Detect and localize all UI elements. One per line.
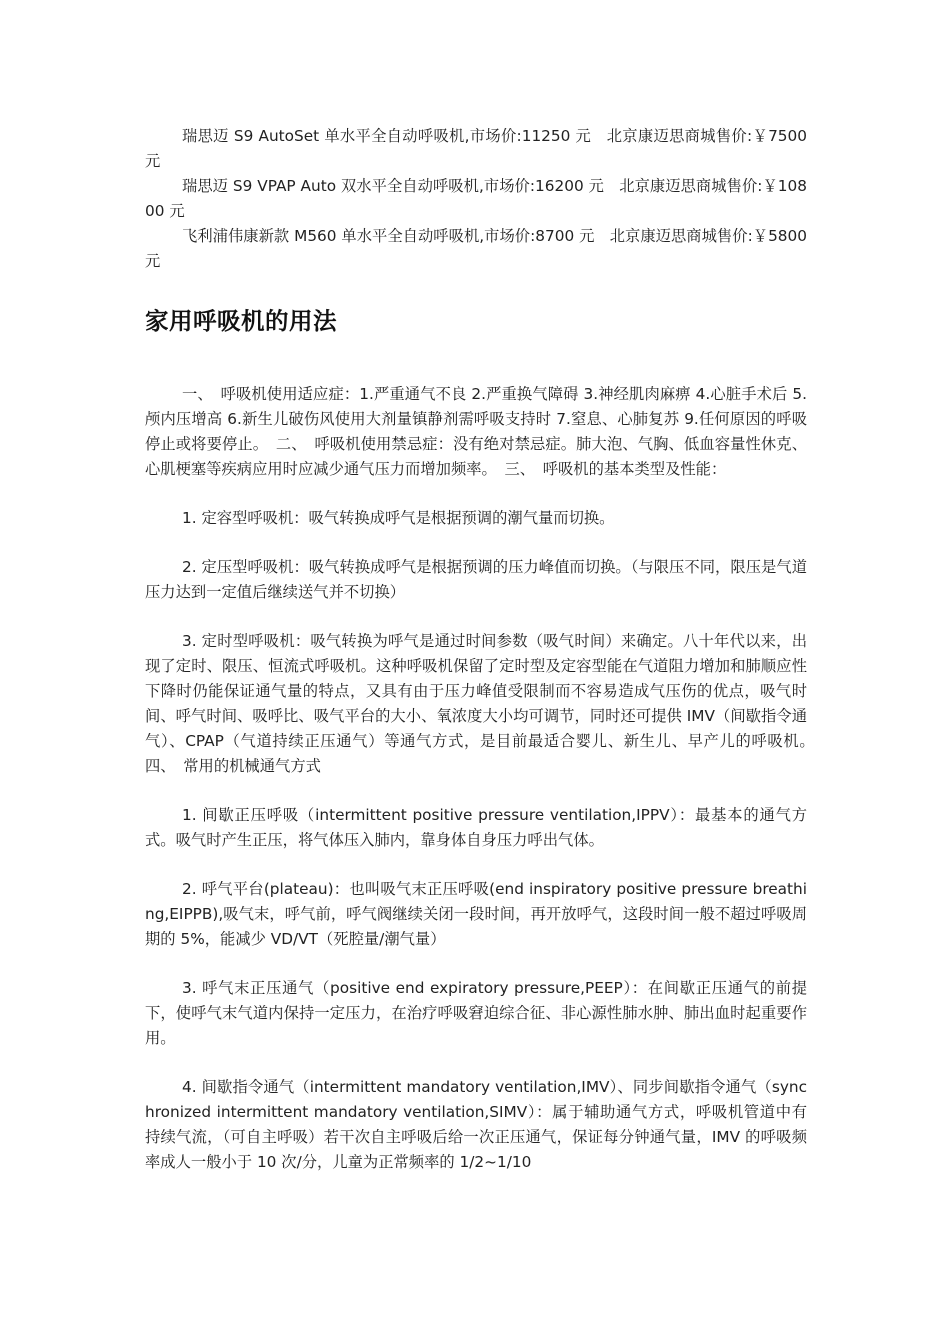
paragraph-peep: 3. 呼气末正压通气（positive end expiratory pressure,PEEP）：在间歇正压通气的前提下，使呼气末气道内保持一定压力，在治疗呼吸窘迫综合征、非心源性肺水肿、肺出血时起重要作用。 (145, 979, 807, 1047)
heading-wrap (145, 304, 807, 338)
article-body (145, 382, 823, 1175)
paragraph-volume-type: 1. 定容型呼吸机：吸气转换成呼气是根据预调的潮气量而切换。 (182, 509, 615, 527)
price-item: 瑞思迈 S9 VPAP Auto 双水平全自动呼吸机,市场价:16200 元 北京康迈思商城售价:￥10800 元 (145, 177, 807, 220)
section-heading: 家用呼吸机的用法 (145, 307, 337, 335)
paragraph-imv: 4. 间歇指令通气（intermittent mandatory ventilation,IMV）、同步间歇指令通气（synchronized intermittent mandatory ventilation,SIMV）：属于辅助通气方式，呼吸机管道中有持续气流，（可自主呼吸）若干次自主呼吸后给一次正压通气，保证每分钟通气量，IMV 的呼吸频率成人一般小于 10 次/分，儿童为正常频率的 1/2~1/10 (145, 1078, 807, 1171)
paragraph-pressure-type: 2. 定压型呼吸机：吸气转换成呼气是根据预调的压力峰值而切换。（与限压不同，限压是气道压力达到一定值后继续送气并不切换） (145, 558, 807, 601)
paragraph-indications: 一、 呼吸机使用适应症：1.严重通气不良 2.严重换气障碍 3.神经肌肉麻痹 4.心脏手术后 5.颅内压增高 6.新生儿破伤风使用大剂量镇静剂需呼吸支持时 7.窒息、心肺复苏 9.任何原因的呼吸停止或将要停止。 二、 呼吸机使用禁忌症：没有绝对禁忌症。肺大泡、气胸、低血容量性休克、心肌梗塞等疾病应用时应减少通气压力而增加频率。 三、 呼吸机的基本类型及性能： (145, 385, 807, 478)
price-list (145, 124, 807, 274)
price-item: 瑞思迈 S9 AutoSet 单水平全自动呼吸机,市场价:11250 元 北京康迈思商城售价:￥7500 元 (145, 127, 807, 170)
paragraph-plateau: 2. 呼气平台(plateau)：也叫吸气末正压呼吸(end inspiratory positive pressure breathing,EIPPB),吸气末，呼气前，呼气阀继续关闭一段时间，再开放呼气，这段时间一般不超过呼吸周期的 5%，能减少 VD/VT（死腔量/潮气量） (145, 880, 807, 948)
paragraph-ippv: 1. 间歇正压呼吸（intermittent positive pressure ventilation,IPPV）：最基本的通气方式。吸气时产生正压，将气体压入肺内，靠身体自身压力呼出气体。 (145, 806, 807, 849)
document-page (145, 124, 823, 1175)
paragraph-time-type: 3. 定时型呼吸机：吸气转换为呼气是通过时间参数（吸气时间）来确定。八十年代以来，出现了定时、限压、恒流式呼吸机。这种呼吸机保留了定时型及定容型能在气道阻力增加和肺顺应性下降时仍能保证通气量的特点，又具有由于压力峰值受限制而不容易造成气压伤的优点，吸气时间、呼气时间、吸呼比、吸气平台的大小、氧浓度大小均可调节，同时还可提供 IMV（间歇指令通气）、CPAP（气道持续正压通气）等通气方式，是目前最适合婴儿、新生儿、早产儿的呼吸机。 四、 常用的机械通气方式 (145, 632, 823, 775)
price-item: 飞利浦伟康新款 M560 单水平全自动呼吸机,市场价:8700 元 北京康迈思商城售价:￥5800 元 (145, 227, 807, 270)
